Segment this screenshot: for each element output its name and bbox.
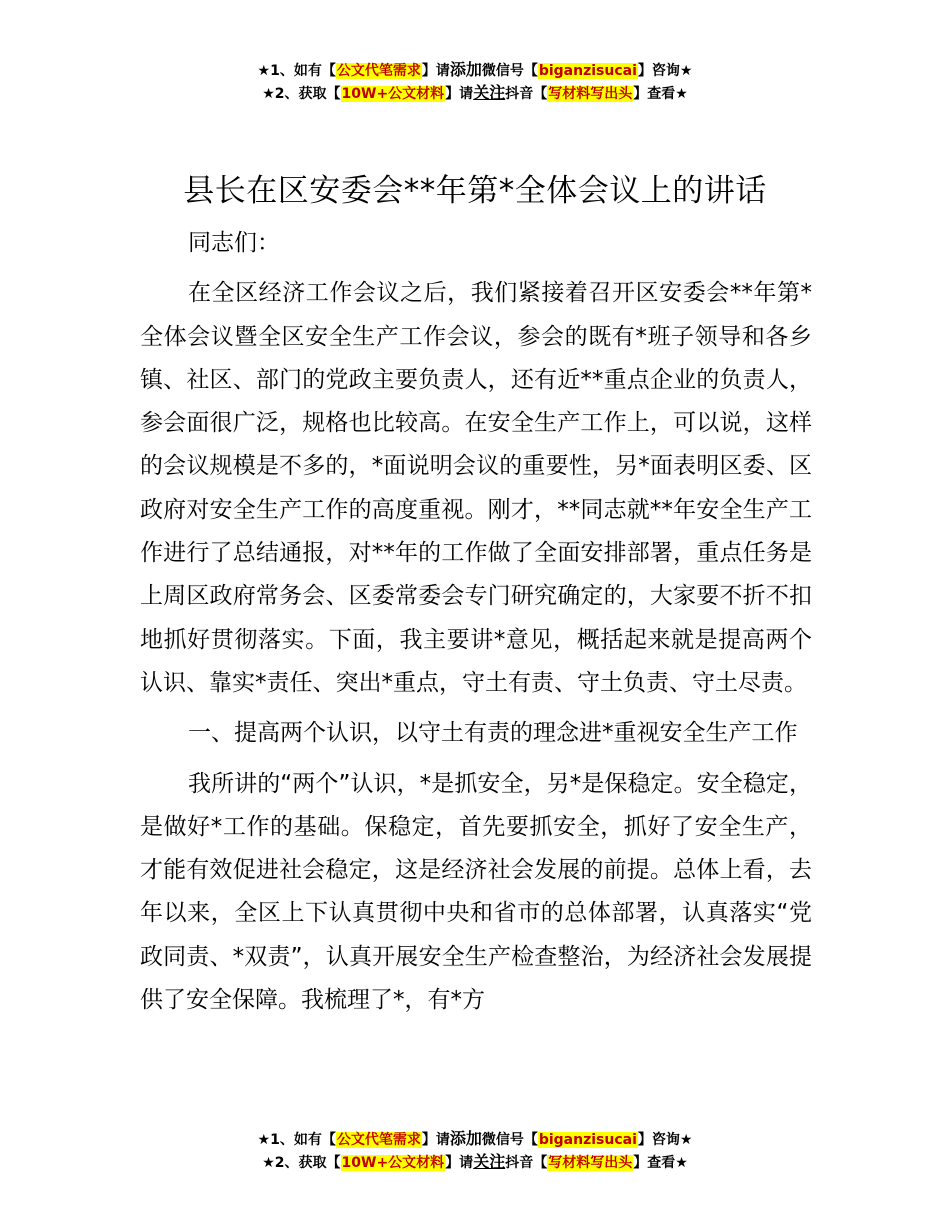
document-body [140, 222, 812, 1029]
banner-emphasis: 添加 [449, 60, 482, 79]
banner-highlight-wechat-id: biganzisucai [538, 1132, 637, 1148]
banner-highlight-materials: 10W+公文材料 [341, 86, 445, 102]
banner-highlight-service: 公文代笔需求 [336, 1132, 421, 1148]
banner-emphasis: 添加 [449, 1129, 482, 1148]
banner-text: 】请 [421, 1132, 450, 1148]
banner-text: 】查看★ [633, 86, 688, 102]
banner-text: 】查看★ [633, 1155, 688, 1171]
header-banner-line-1 [0, 59, 950, 82]
banner-emphasis: 关注 [473, 1152, 506, 1171]
header-banner-line-2 [0, 82, 950, 105]
banner-highlight-service: 公文代笔需求 [336, 63, 421, 79]
body-paragraph: 我所讲的“两个”认识，*是抓安全，另*是保稳定。安全稳定，是做好*工作的基础。保稳定，首先要抓安全，抓好了安全生产，才能有效促进社会稳定，这是经济社会发展的前提。总体上看，去年以来，全区上下认真贯彻中央和省市的总体部署，认真落实“党政同责、*双责”，认真开展安全生产检查整治，为经济社会发展提供了安全保障。我梳理了*，有*方 [140, 770, 812, 1014]
footer-banner-line-1 [0, 1128, 950, 1151]
banner-text: 抖音【 [505, 86, 548, 102]
banner-text: 】请 [445, 86, 474, 102]
footer-banner-line-2 [0, 1151, 950, 1174]
footer-banner [0, 1128, 950, 1174]
banner-text: 】请 [421, 63, 450, 79]
banner-text: 微信号【 [481, 63, 538, 79]
banner-text: 抖音【 [505, 1155, 548, 1171]
banner-highlight-materials: 10W+公文材料 [341, 1155, 445, 1171]
salutation: 同志们： [188, 230, 280, 256]
banner-text: 微信号【 [481, 1132, 538, 1148]
body-paragraph: 在全区经济工作会议之后，我们紧接着召开区安委会**年第*全体会议暨全区安全生产工作会议，参会的既有*班子领导和各乡镇、社区、部门的党政主要负责人，还有近**重点企业的负责人，参会面很广泛，规格也比较高。在安全生产工作上，可以说，这样的会议规模是不多的，*面说明会议的重要性，另*面表明区委、区政府对安全生产工作的高度重视。刚才，**同志就**年安全生产工作进行了总结通报，对**年的工作做了全面安排部署，重点任务是上周区政府常务会、区委常委会专门研究确定的，大家要不折不扣地抓好贯彻落实。下面，我主要讲*意见，概括起来就是提高两个认识、靠实*责任、突出*重点，守土有责、守土负责、守土尽责。 [140, 280, 812, 696]
banner-text: 】咨询★ [637, 1132, 693, 1148]
document-title: 县长在区安委会**年第*全体会议上的讲话 [183, 173, 767, 209]
banner-text: ★1、如有【 [257, 63, 336, 79]
banner-text: ★2、获取【 [262, 86, 341, 102]
banner-highlight-douyin: 写材料写出头 [548, 86, 633, 102]
banner-emphasis: 关注 [473, 83, 506, 102]
banner-highlight-douyin: 写材料写出头 [548, 1155, 633, 1171]
banner-text: 】咨询★ [637, 63, 693, 79]
banner-text: ★2、获取【 [262, 1155, 341, 1171]
banner-text: 】请 [445, 1155, 474, 1171]
header-banner [0, 59, 950, 105]
banner-highlight-wechat-id: biganzisucai [538, 63, 637, 79]
section-heading: 一、提高两个认识，以守土有责的理念进*重视安全生产工作 [188, 720, 798, 747]
banner-text: ★1、如有【 [257, 1132, 336, 1148]
